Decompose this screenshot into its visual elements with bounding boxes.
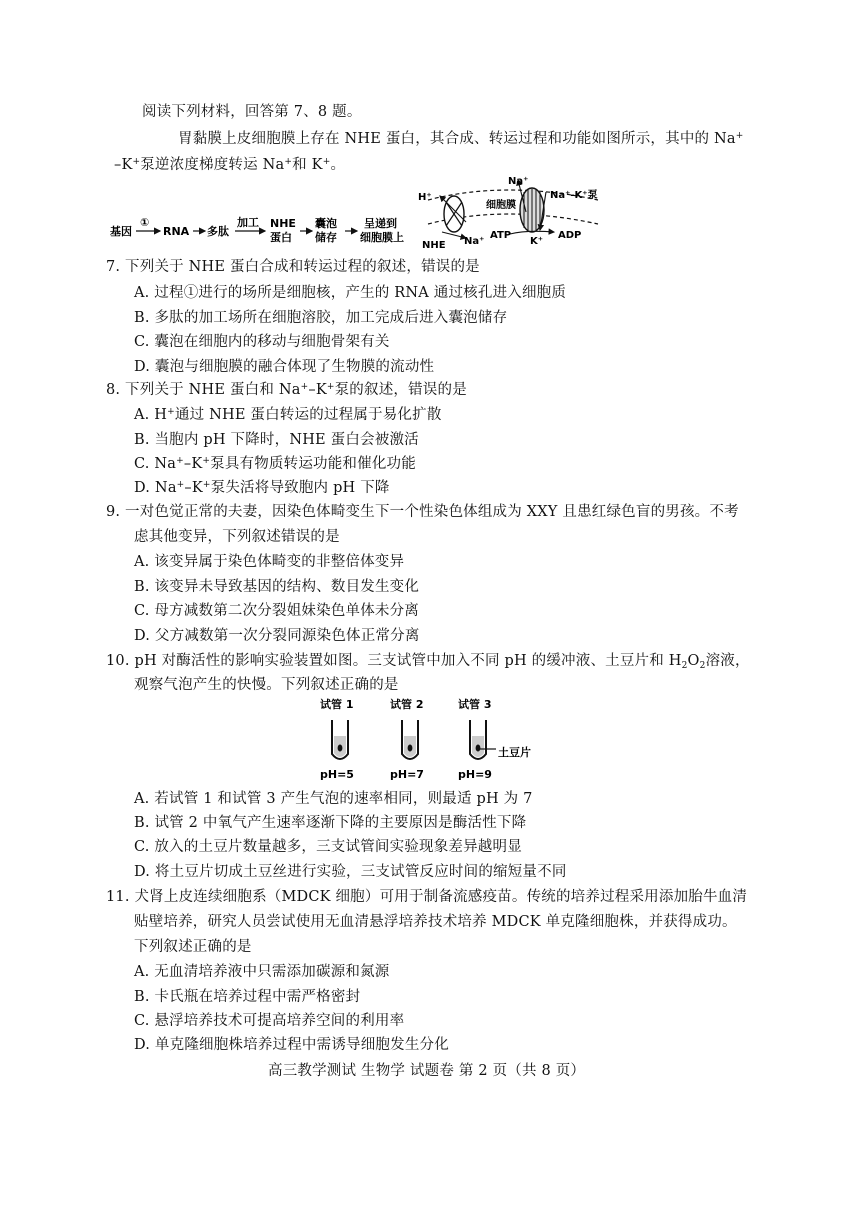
q10-stem-line-2: 观察气泡产生的快慢。下列叙述正确的是 <box>134 677 399 693</box>
flow-node-gene: 基因 <box>110 225 132 238</box>
intro-line-1: 阅读下列材料，回答第 7、8 题。 <box>142 104 362 120</box>
q9-stem-line-1: 9. 一对色觉正常的夫妻，因染色体畸变生下一个性染色体组成为 XXY 且患红绿色盲的男孩。不考 <box>106 504 739 520</box>
q9-option-d: D. 父方减数第一次分裂同源染色体正常分离 <box>134 628 420 644</box>
q11-option-c: C. 悬浮培养技术可提高培养空间的利用率 <box>134 1013 405 1029</box>
flow-node-vesicle: 囊泡 <box>315 217 337 230</box>
flow-node-membrane: 细胞膜上 <box>360 231 404 244</box>
q9-option-c: C. 母方减数第二次分裂姐妹染色单体未分离 <box>134 603 419 619</box>
membrane-pump-label: Na⁺-K⁺泵 <box>550 190 598 201</box>
flow-node-peptide: 多肽 <box>207 225 229 238</box>
q11-option-d: D. 单克隆细胞株培养过程中需诱导细胞发生分化 <box>134 1037 449 1053</box>
membrane-na-top-label: Na⁺ <box>508 176 529 187</box>
q7-stem: 7. 下列关于 NHE 蛋白合成和转运过程的叙述，错误的是 <box>106 259 480 275</box>
tube-2-ph: pH=7 <box>390 768 424 781</box>
q7-option-a: A. 过程①进行的场所是细胞核，产生的 RNA 通过核孔进入细胞质 <box>134 285 567 301</box>
q9-stem-line-2: 虑其他变异，下列叙述错误的是 <box>134 529 340 545</box>
membrane-atp-label: ATP <box>490 230 512 241</box>
flow-node-nhe: NHE <box>270 217 296 230</box>
q11-option-a: A. 无血清培养液中只需添加碳源和氮源 <box>134 964 390 980</box>
q8-option-a: A. H+通过 NHE 蛋白转运的过程属于易化扩散 <box>134 407 442 423</box>
flow-arrow-label-1: ① <box>140 216 150 229</box>
flow-arrow-label-2: 加工 <box>237 216 259 229</box>
intro-line-3: –K+泵逆浓度梯度转运 Na+和 K+。 <box>114 157 346 173</box>
membrane-adp-label: ADP <box>558 230 582 241</box>
q9-option-a: A. 该变异属于染色体畸变的非整倍体变异 <box>134 554 405 570</box>
q7-option-c: C. 囊泡在细胞内的移动与细胞骨架有关 <box>134 334 390 350</box>
membrane-h-label: H⁺ <box>418 192 432 203</box>
flow-node-protein: 蛋白 <box>270 231 292 244</box>
membrane-k-label: K⁺ <box>530 236 544 247</box>
q10-option-a: A. 若试管 1 和试管 3 产生气泡的速率相同，则最适 pH 为 7 <box>134 791 533 807</box>
q8-option-d: D. Na+–K+泵失活将导致胞内 pH 下降 <box>134 480 390 496</box>
membrane-na-bottom-label: Na⁺ <box>464 236 485 247</box>
q8-stem: 8. 下列关于 NHE 蛋白和 Na+–K+泵的叙述，错误的是 <box>106 382 467 398</box>
q8-option-b: B. 当胞内 pH 下降时，NHE 蛋白会被激活 <box>134 432 419 448</box>
flow-node-rna: RNA <box>163 225 190 238</box>
q7-option-b: B. 多肽的加工场所在细胞溶胶，加工完成后进入囊泡储存 <box>134 310 508 326</box>
tube-1-label: 试管 1 <box>320 698 354 711</box>
q11-option-b: B. 卡氏瓶在培养过程中需严格密封 <box>134 989 361 1005</box>
tube-1-ph: pH=5 <box>320 768 354 781</box>
q10-option-b: B. 试管 2 中氧气产生速率逐渐下降的主要原因是酶活性下降 <box>134 815 527 831</box>
intro-line-2: 胃黏膜上皮细胞膜上存在 NHE 蛋白，其合成、转运过程和功能如图所示，其中的 Na+ <box>178 131 744 147</box>
membrane-nhe-label: NHE <box>422 240 446 251</box>
q8-option-c: C. Na+–K+泵具有物质转运功能和催化功能 <box>134 456 416 472</box>
test-tubes-figure <box>310 696 560 782</box>
q11-stem-line-3: 下列叙述正确的是 <box>134 939 252 955</box>
flow-node-storage: 储存 <box>315 231 337 244</box>
tube-3-ph: pH=9 <box>458 768 492 781</box>
q11-stem-line-1: 11. 犬肾上皮连续细胞系（MDCK 细胞）可用于制备流感疫苗。传统的培养过程采用添加胎牛血清 <box>106 889 748 905</box>
q10-option-d: D. 将土豆片切成土豆丝进行实验，三支试管反应时间的缩短量不同 <box>134 864 567 880</box>
q7-option-d: D. 囊泡与细胞膜的融合体现了生物膜的流动性 <box>134 359 435 375</box>
q11-stem-line-2: 贴壁培养，研究人员尝试使用无血清悬浮培养技术培养 MDCK 单克隆细胞株，并获得成功。 <box>134 914 737 930</box>
nhe-flow-diagram <box>106 172 626 254</box>
q10-option-c: C. 放入的土豆片数量越多，三支试管间实验现象差异越明显 <box>134 839 522 855</box>
membrane-label: 细胞膜 <box>486 200 516 211</box>
tube-2-label: 试管 2 <box>390 698 424 711</box>
potato-label: 土豆片 <box>498 746 531 759</box>
q9-option-b: B. 该变异未导致基因的结构、数目发生变化 <box>134 579 420 595</box>
q10-stem-line-1: 10. pH 对酶活性的影响实验装置如图。三支试管中加入不同 pH 的缓冲液、土豆片和 $H_2O_2$溶液， <box>106 653 750 671</box>
tube-3-label: 试管 3 <box>458 698 492 711</box>
page-footer: 高三教学测试 生物学 试题卷 第 2 页（共 8 页） <box>268 1063 586 1079</box>
flow-node-present: 呈递到 <box>364 217 397 230</box>
